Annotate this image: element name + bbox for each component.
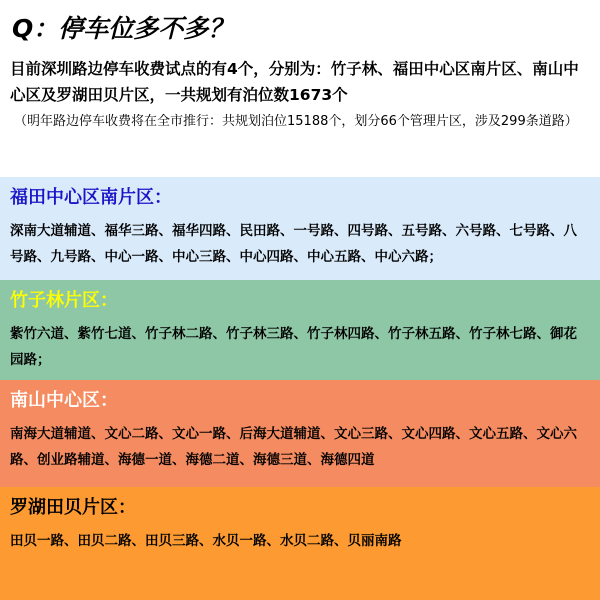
section-title-futian: 福田中心区南片区： [10, 187, 172, 208]
road-list-tianbei: 田贝一路、田贝二路、田贝三路、水贝一路、水贝二路、贝丽南路 [10, 533, 402, 549]
road-list-futian: 深南大道辅道、福华三路、福华四路、民田路、一号路、四号路、五号路、六号路、七号路、八号路、九号路、中心一路、中心三路、中心四路、中心五路、中心六路； [10, 223, 577, 265]
road-list-nanshan: 南海大道辅道、文心二路、文心一路、后海大道辅道、文心三路、文心四路、文心五路、文心六路、创业路辅道、海德一道、海德二道、海德三道、海德四道 [10, 426, 577, 468]
section-title-tianbei: 罗湖田贝片区： [10, 497, 136, 518]
section-futian [0, 177, 600, 280]
section-tianbei [0, 487, 600, 600]
header [0, 0, 600, 177]
section-title-nanshan: 南山中心区： [10, 390, 118, 411]
note-text: （明年路边停车收费将在全市推行：共规划泊位15188个，划分66个管理片区，涉及299条道路） [14, 114, 578, 129]
section-nanshan [0, 380, 600, 487]
intro-text: 目前深圳路边停车收费试点的有4个，分别为：竹子林、福田中心区南片区、南山中心区及罗湖田贝片区，一共规划有泊位数1673个 [10, 60, 579, 104]
question-title: Q：停车位多不多？ [12, 14, 234, 43]
section-zhuzilin [0, 280, 600, 380]
section-title-zhuzilin: 竹子林片区： [10, 290, 118, 311]
road-list-zhuzilin: 紫竹六道、紫竹七道、竹子林二路、竹子林三路、竹子林四路、竹子林五路、竹子林七路、御花园路； [10, 326, 577, 368]
